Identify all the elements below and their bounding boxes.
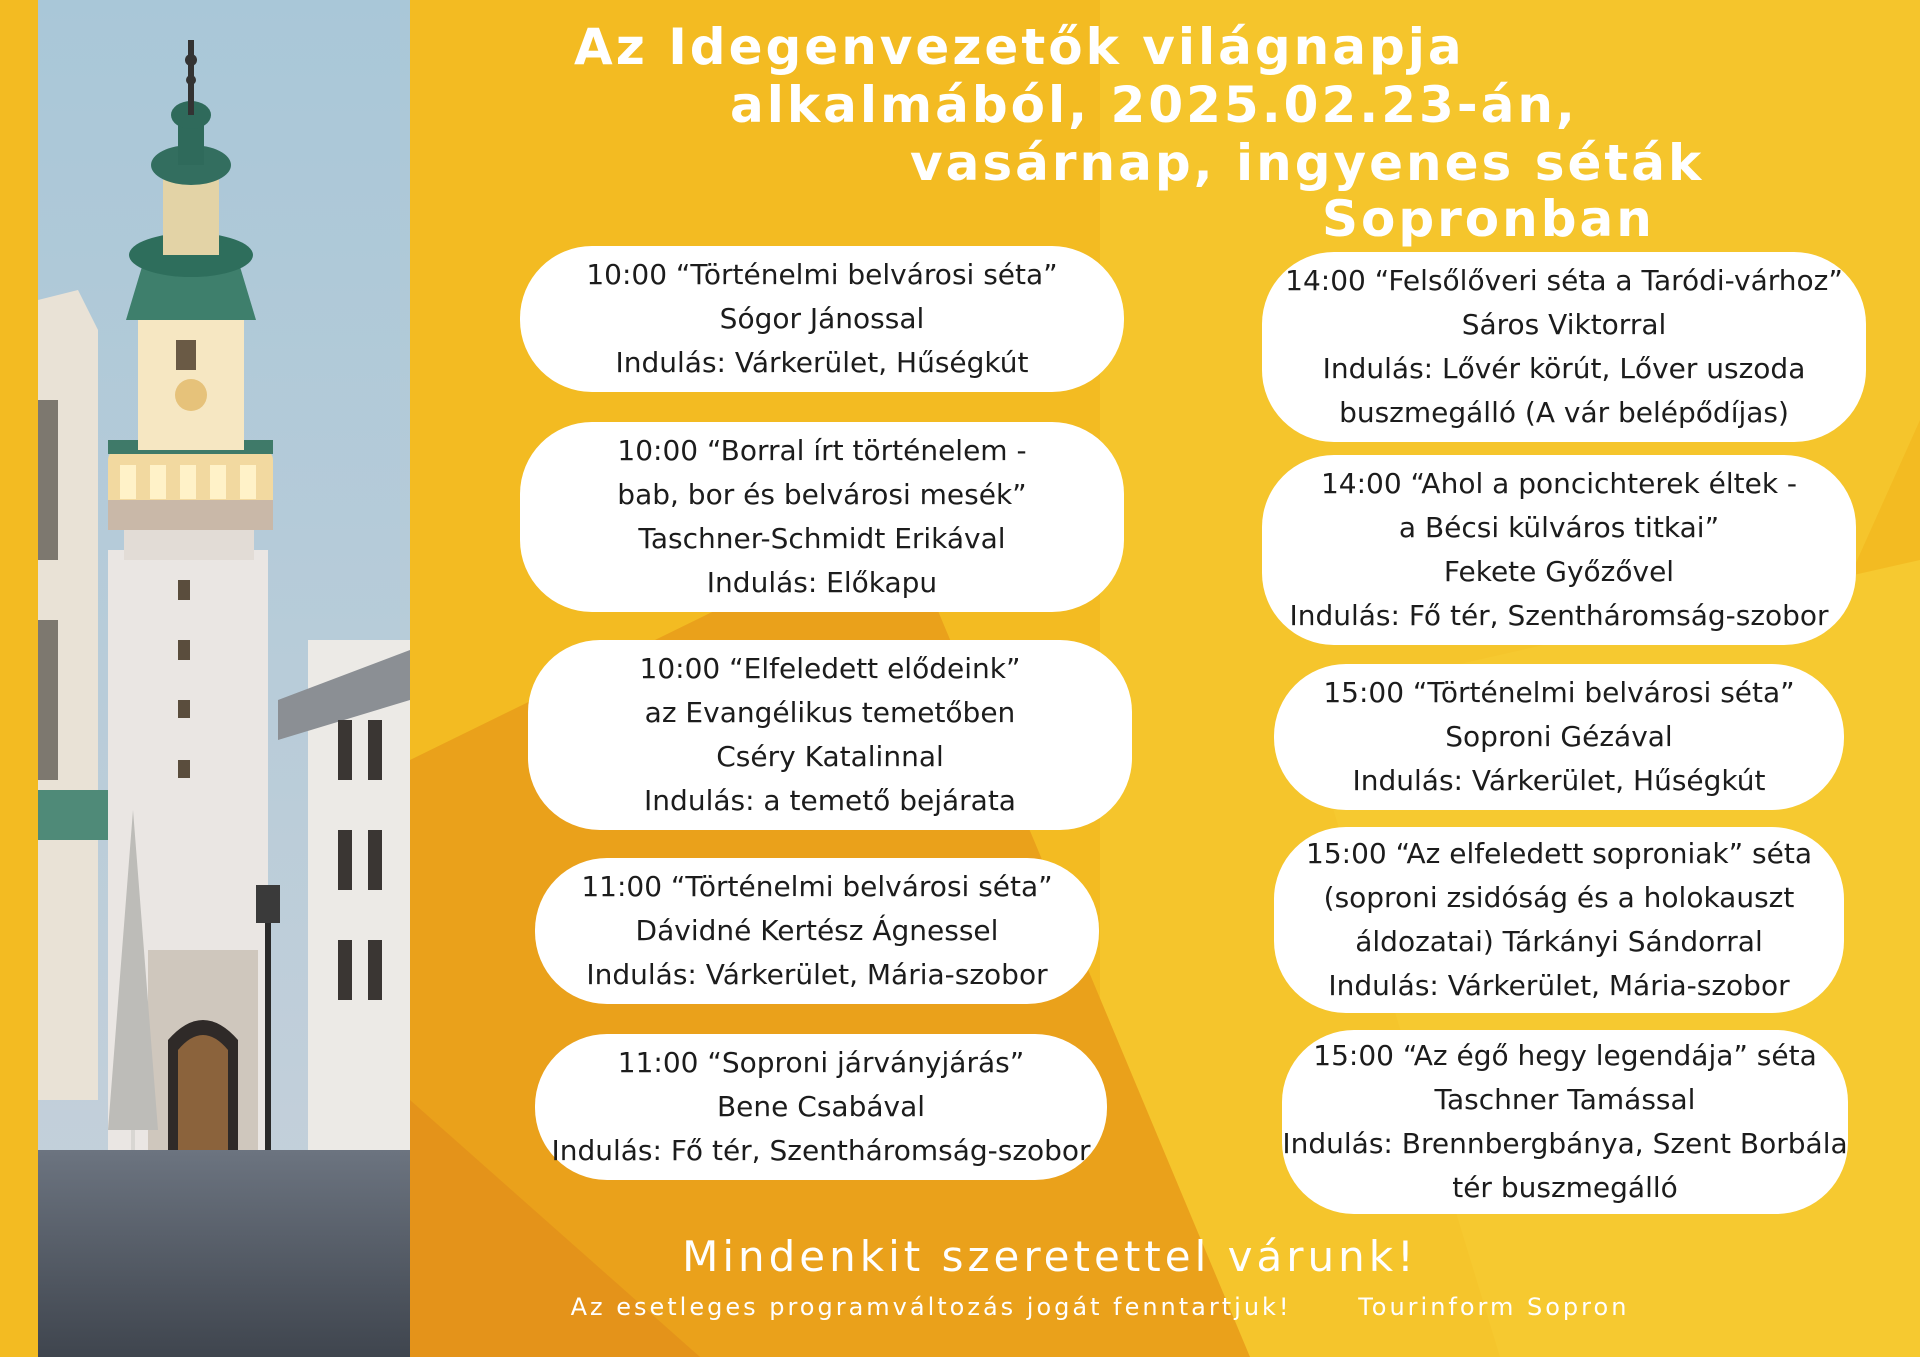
walk-card	[520, 246, 1124, 392]
welcome-message: Mindenkit szeretettel várunk!	[682, 1232, 1418, 1281]
walk-title: 14:00 “Ahol a poncichterek éltek -	[1320, 467, 1798, 500]
walk-card	[1282, 1030, 1848, 1214]
walk-start: Indulás: Brennbergbánya, Szent Borbála	[1282, 1127, 1848, 1160]
walk-guide: Fekete Győzővel	[1443, 555, 1675, 588]
walk-start: tér buszmegálló	[1452, 1171, 1678, 1204]
walk-card	[1274, 827, 1844, 1013]
walk-card	[1262, 455, 1856, 645]
walk-title: 10:00 “Történelmi belvárosi séta”	[586, 258, 1058, 291]
walk-start: Indulás: Várkerület, Mária-szobor	[1328, 969, 1790, 1002]
walk-guide: Sáros Viktorral	[1461, 308, 1667, 341]
walk-start: Indulás: Lővér körút, Lőver uszoda	[1322, 352, 1806, 385]
walk-start: Indulás: Előkapu	[706, 566, 938, 599]
walk-start: Indulás: Várkerület, Mária-szobor	[586, 958, 1048, 991]
walk-title: 14:00 “Felsőlőveri séta a Taródi-várhoz”	[1285, 264, 1843, 297]
title-line-4: Sopronban	[1322, 190, 1655, 248]
walk-title: 11:00 “Történelmi belvárosi séta”	[581, 870, 1053, 903]
walk-card	[535, 1034, 1107, 1180]
walk-title: a Bécsi külváros titkai”	[1398, 511, 1720, 544]
walk-guide: áldozatai) Tárkányi Sándorral	[1355, 925, 1763, 958]
walk-card	[535, 858, 1099, 1004]
walk-card	[1262, 252, 1866, 442]
walk-title: 15:00 “Az égő hegy legendája” séta	[1313, 1039, 1817, 1072]
walk-start: Indulás: Fő tér, Szentháromság-szobor	[1289, 599, 1829, 632]
walk-start: Indulás: Várkerület, Hűségkút	[1352, 764, 1766, 797]
walk-title: 15:00 “Az elfeledett soproniak” séta	[1306, 837, 1812, 870]
title-line-3: vasárnap, ingyenes séták	[910, 134, 1705, 192]
title-line-1: Az Idegenvezetők világnapja	[574, 18, 1465, 76]
walk-title: az Evangélikus temetőben	[644, 696, 1016, 729]
walk-card	[520, 422, 1124, 612]
walk-title: 10:00 “Elfeledett elődeink”	[639, 652, 1021, 685]
walk-guide: Taschner-Schmidt Erikával	[638, 522, 1006, 555]
walk-guide: Bene Csabával	[716, 1090, 926, 1123]
walk-start: buszmegálló (A vár belépődíjas)	[1339, 396, 1789, 429]
walk-title: 11:00 “Soproni járványjárás”	[617, 1046, 1025, 1079]
walk-title: 15:00 “Történelmi belvárosi séta”	[1323, 676, 1795, 709]
walk-title: (soproni zsidóság és a holokauszt	[1323, 881, 1795, 914]
walk-guide: Soproni Gézával	[1445, 720, 1673, 753]
footer	[540, 1293, 1660, 1321]
walk-guide: Cséry Katalinnal	[716, 740, 944, 773]
walk-title: bab, bor és belvárosi mesék”	[617, 478, 1027, 511]
title-line-2: alkalmából, 2025.02.23-án,	[730, 76, 1578, 134]
walk-start: Indulás: a temető bejárata	[644, 784, 1016, 817]
walk-guide: Sógor Jánossal	[719, 302, 925, 335]
walk-start: Indulás: Várkerület, Hűségkút	[615, 346, 1029, 379]
walk-card	[1274, 664, 1844, 810]
disclaimer-text: Az esetleges programváltozás jogát fenntartjuk!	[570, 1293, 1292, 1321]
fire-tower-photo	[38, 0, 410, 1357]
walk-guide: Taschner Tamással	[1434, 1083, 1696, 1116]
walk-guide: Dávidné Kertész Ágnessel	[635, 914, 999, 947]
walk-card	[528, 640, 1132, 830]
walk-start: Indulás: Fő tér, Szentháromság-szobor	[551, 1134, 1091, 1167]
tower-illustration	[38, 0, 410, 1357]
walk-title: 10:00 “Borral írt történelem -	[617, 434, 1027, 467]
organizer-text: Tourinform Sopron	[1358, 1293, 1630, 1321]
